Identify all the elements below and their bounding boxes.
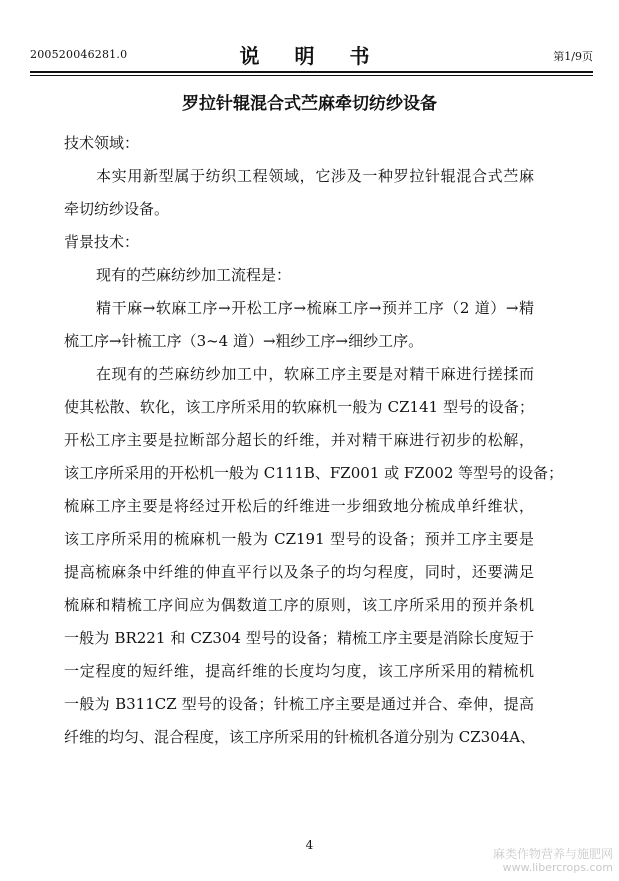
document-title: 罗拉针辊混合式苎麻牵切纺纱设备: [182, 94, 437, 114]
paragraph-line: 使其松散、软化，该工序所采用的软麻机一般为 CZ141 型号的设备；: [64, 398, 534, 416]
page-indicator: 第1/9页: [553, 50, 593, 63]
paragraph-line: 该工序所采用的开松机一般为 C111B、FZ001 或 FZ002 等型号的设备；: [64, 464, 564, 482]
paragraph-line: 纤维的均匀、混合程度，该工序所采用的针梳机各道分别为 CZ304A、: [64, 728, 536, 746]
section-heading-technical-field: 技术领域：: [64, 134, 140, 152]
process-flow-line: 精干麻→软麻工序→开松工序→梳麻工序→预并工序（2 道）→精: [96, 299, 534, 317]
paragraph-line: 一般为 B311CZ 型号的设备；针梳工序主要是通过并合、牵伸，提高: [64, 695, 534, 713]
paragraph-line: 现有的苎麻纺纱加工流程是：: [96, 266, 292, 284]
header-title: 说 明 书: [239, 44, 384, 68]
document-body: [64, 134, 564, 761]
page-header: [30, 40, 593, 70]
paragraph-line: 梳麻和精梳工序间应为偶数道工序的原则，该工序所采用的预并条机: [64, 596, 534, 614]
header-rule-thick: [30, 71, 593, 73]
process-flow-line: 梳工序→针梳工序（3~4 道）→粗纱工序→细纱工序。: [64, 332, 424, 350]
paragraph-line: 该工序所采用的梳麻机一般为 CZ191 型号的设备；预并工序主要是: [64, 530, 534, 548]
section-heading-background: 背景技术：: [64, 233, 140, 251]
header-rule-thin: [30, 75, 593, 76]
paragraph-line: 牵切纺纱设备。: [64, 200, 170, 218]
paragraph-line: 开松工序主要是拉断部分超长的纤维，并对精干麻进行初步的松解，: [64, 431, 534, 449]
paragraph-line: 提高梳麻条中纤维的伸直平行以及条子的均匀程度，同时，还要满足: [64, 563, 534, 581]
paragraph-line: 本实用新型属于纺织工程领域，它涉及一种罗拉针辊混合式苎麻: [96, 167, 534, 185]
site-watermark: [493, 847, 613, 875]
document-number: 200520046281.0: [30, 48, 128, 61]
paragraph-line: 一般为 BR221 和 CZ304 型号的设备；精梳工序主要是消除长度短于: [64, 629, 534, 647]
page-number: 4: [305, 838, 314, 852]
paragraph-line: 梳麻工序主要是将经过开松后的纤维进一步细致地分梳成单纤维状，: [64, 497, 534, 515]
watermark-url: www.libercrops.com: [502, 861, 613, 874]
watermark-site-name: 麻类作物营养与施肥网: [492, 847, 613, 861]
paragraph-line: 一定程度的短纤维，提高纤维的长度均匀度，该工序所采用的精梳机: [64, 662, 534, 680]
paragraph-line: 在现有的苎麻纺纱加工中，软麻工序主要是对精干麻进行搓揉而: [96, 365, 534, 383]
